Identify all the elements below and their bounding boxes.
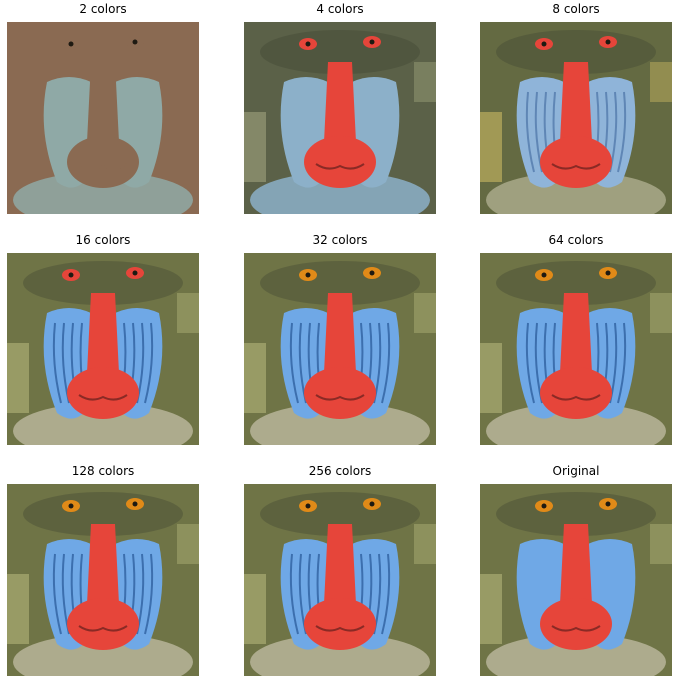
right-fur-patch (414, 524, 436, 564)
nose (304, 136, 376, 188)
right-pupil (370, 271, 375, 276)
mandrill-image (7, 22, 199, 214)
nose-ridge (324, 524, 356, 604)
nose (304, 598, 376, 650)
right-fur-patch (650, 524, 672, 564)
nose (67, 367, 139, 419)
nose (67, 136, 139, 188)
panel-title: 16 colors (75, 233, 131, 247)
right-fur-patch (414, 293, 436, 333)
mandrill-svg (244, 22, 436, 214)
left-pupil (306, 42, 311, 47)
left-fur-patch (480, 112, 502, 182)
left-pupil (306, 504, 311, 509)
nose-ridge (560, 524, 592, 604)
nose-ridge (560, 293, 592, 373)
mandrill-image (244, 22, 436, 214)
left-pupil (542, 504, 547, 509)
left-pupil (306, 273, 311, 278)
mandrill-image (480, 484, 672, 676)
right-fur-patch (650, 62, 672, 102)
right-pupil (133, 502, 138, 507)
mandrill-svg (244, 253, 436, 445)
right-pupil (370, 40, 375, 45)
nose-ridge (324, 293, 356, 373)
mandrill-svg (480, 253, 672, 445)
left-fur-patch (244, 574, 266, 644)
mandrill-image (480, 22, 672, 214)
right-pupil (606, 40, 611, 45)
mandrill-svg (480, 484, 672, 676)
nose-ridge (324, 62, 356, 142)
left-fur-patch (480, 574, 502, 644)
left-pupil (69, 504, 74, 509)
left-fur-patch (7, 343, 29, 413)
mandrill-image (7, 484, 199, 676)
left-fur-patch (244, 343, 266, 413)
panel-title: 256 colors (308, 464, 372, 478)
panel-title: 8 colors (552, 2, 600, 16)
mandrill-image (244, 253, 436, 445)
nose (304, 367, 376, 419)
panel-title: 128 colors (71, 464, 135, 478)
left-fur-patch (7, 574, 29, 644)
mandrill-svg (244, 484, 436, 676)
nose-ridge (560, 62, 592, 142)
mandrill-image (244, 484, 436, 676)
left-pupil (542, 42, 547, 47)
mandrill-image (7, 253, 199, 445)
right-fur-patch (177, 524, 199, 564)
right-fur-patch (414, 62, 436, 102)
nose (540, 136, 612, 188)
right-pupil (606, 271, 611, 276)
mandrill-image (480, 253, 672, 445)
nose (540, 598, 612, 650)
left-pupil (69, 42, 74, 47)
left-fur-patch (480, 343, 502, 413)
nose (540, 367, 612, 419)
nose (67, 598, 139, 650)
panel-title: 4 colors (316, 2, 364, 16)
nose-ridge (87, 293, 119, 373)
mandrill-svg (7, 253, 199, 445)
nose-ridge (87, 524, 119, 604)
mandrill-svg (7, 484, 199, 676)
panel-title: 64 colors (548, 233, 604, 247)
panel-title: 32 colors (312, 233, 368, 247)
right-pupil (606, 502, 611, 507)
right-pupil (133, 271, 138, 276)
right-pupil (370, 502, 375, 507)
panel-title: Original (552, 464, 600, 478)
right-pupil (133, 40, 138, 45)
panel-title: 2 colors (79, 2, 127, 16)
right-fur-patch (650, 293, 672, 333)
nose-ridge (87, 62, 119, 142)
right-fur-patch (177, 293, 199, 333)
mandrill-svg (480, 22, 672, 214)
left-pupil (542, 273, 547, 278)
left-pupil (69, 273, 74, 278)
left-fur-patch (244, 112, 266, 182)
mandrill-svg (7, 22, 199, 214)
